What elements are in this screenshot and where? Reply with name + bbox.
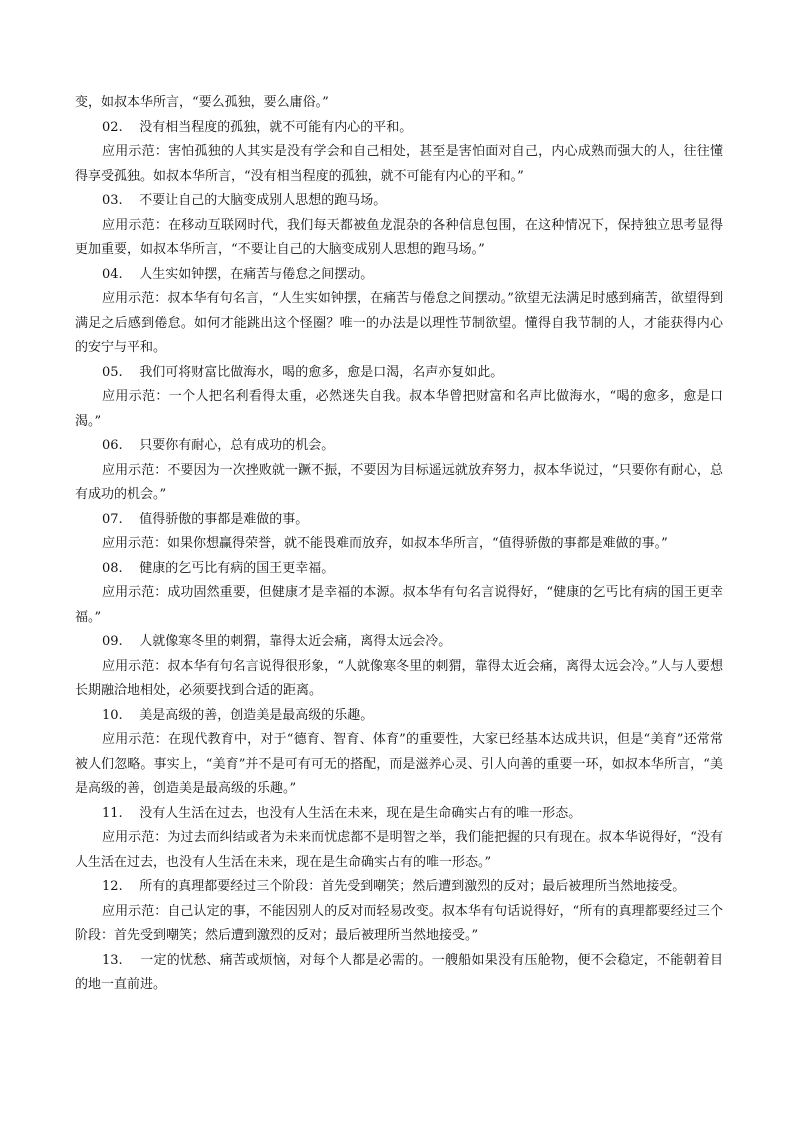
quote-12: 12. 所有的真理都要经过三个阶段：首先受到嘲笑；然后遭到激烈的反对；最后被理所当然地接受。 [102, 879, 686, 894]
example-07: 应用示范：如果你想赢得荣誉，就不能畏难而放弃，如叔本华所言，“值得骄傲的事都是难做的事。” [102, 536, 668, 551]
quote-13: 13. 一定的忧愁、痛苦或烦恼，对每个人都是必需的。一艘船如果没有压舱物，便不会稳定，不能朝着目的地一直前进。 [75, 952, 723, 992]
example-08: 应用示范：成功固然重要，但健康才是幸福的本源。叔本华有句名言说得好，“健康的乞丐比有病的国王更幸福。” [75, 585, 723, 625]
example-10: 应用示范：在现代教育中，对于“德育、智育、体育”的重要性，大家已经基本达成共识，但是“美育”还常常被人们忽略。事实上，“美育”并不是可有可无的搭配，而是滋养心灵、引人向善的重要一环，如叔本华所言，“美是高级的善，创造美是最高级的乐趣。” [75, 732, 723, 796]
example-02: 应用示范：害怕孤独的人其实是没有学会和自己相处，甚至是害怕面对自己，内心成熟而强大的人，往往懂得享受孤独。如叔本华所言，“没有相当程度的孤独，就不可能有内心的平和。” [75, 144, 723, 184]
quote-09: 09. 人就像寒冬里的刺猬，靠得太近会痛，离得太远会冷。 [102, 634, 452, 649]
example-03: 应用示范：在移动互联网时代，我们每天都被鱼龙混杂的各种信息包围，在这种情况下，保持独立思考显得更加重要，如叔本华所言，“不要让自己的大脑变成别人思想的跑马场。” [75, 217, 723, 257]
quote-04: 04. 人生实如钟摆，在痛苦与倦怠之间摆动。 [102, 266, 374, 282]
example-12: 应用示范：自己认定的事，不能因别人的反对而轻易改变。叔本华有句话说得好，“所有的真理都要经过三个阶段：首先受到嘲笑；然后遭到激烈的反对；最后被理所当然地接受。” [75, 903, 723, 943]
document-body [75, 91, 723, 998]
quote-06: 06. 只要你有耐心，总有成功的机会。 [102, 438, 335, 453]
example-06: 应用示范：不要因为一次挫败就一蹶不振，不要因为目标遥远就放弃努力，叔本华说过，“只要你有耐心，总有成功的机会。” [75, 462, 723, 502]
quote-02: 02. 没有相当程度的孤独，就不可能有内心的平和。 [102, 119, 413, 135]
quote-05: 05. 我们可将财富比做海水，喝的愈多，愈是口渴，名声亦复如此。 [102, 364, 504, 380]
example-09: 应用示范：叔本华有句名言说得很形象，“人就像寒冬里的刺猬，靠得太近会痛，离得太远会冷。”人与人要想长期融洽地相处，必须要找到合适的距离。 [75, 658, 723, 698]
example-04: 应用示范：叔本华有句名言，“人生实如钟摆，在痛苦与倦怠之间摆动。”欲望无法满足时感到痛苦，欲望得到满足之后感到倦怠。如何才能跳出这个怪圈？唯一的办法是以理性节制欲望。懂得自我节制的人，才能获得内心的安宁与平和。 [75, 291, 723, 355]
example-11: 应用示范：为过去而纠结或者为未来而忧虑都不是明智之举，我们能把握的只有现在。叔本华说得好，“没有人生活在过去，也没有人生活在未来，现在是生命确实占有的唯一形态。” [75, 830, 723, 870]
quote-11: 11. 没有人生活在过去，也没有人生活在未来，现在是生命确实占有的唯一形态。 [102, 805, 582, 821]
example-05: 应用示范：一个人把名利看得太重，必然迷失自我。叔本华曾把财富和名声比做海水，“喝的愈多，愈是口渴。” [75, 389, 723, 429]
paragraph-continuation: 变，如叔本华所言，“要么孤独，要么庸俗。” [75, 95, 329, 110]
quote-10: 10. 美是高级的善，创造美是最高级的乐趣。 [102, 707, 374, 723]
quote-03: 03. 不要让自己的大脑变成别人思想的跑马场。 [102, 193, 387, 208]
quote-08: 08. 健康的乞丐比有病的国王更幸福。 [102, 560, 335, 576]
quote-07: 07. 值得骄傲的事都是难做的事。 [102, 511, 309, 527]
